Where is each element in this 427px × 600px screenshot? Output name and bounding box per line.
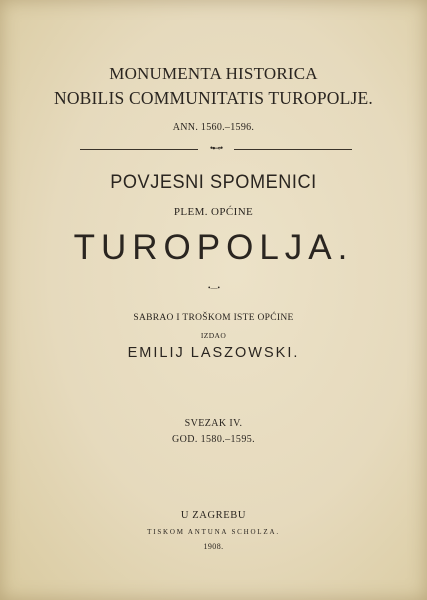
divider-left-rule xyxy=(80,149,198,150)
series-years: ANN. 1560.–1596. xyxy=(172,122,255,133)
compiled-by-note: SABRAO I TROŠKOM ISTE OPĆINE xyxy=(133,313,294,323)
imprint-printer: TISKOM ANTUNA SCHOLZA. xyxy=(147,528,280,536)
divider-ornament: •⊷• xyxy=(209,143,223,153)
small-ornament: •—• xyxy=(208,284,220,292)
imprint-year: 1908. xyxy=(203,542,224,551)
author-name: EMILIJ LASZOWSKI. xyxy=(127,345,300,361)
series-title-line1: MONUMENTA HISTORICA xyxy=(109,64,318,83)
volume-label: SVEZAK IV. xyxy=(184,418,243,429)
book-main-title: TUROPOLJA. xyxy=(73,228,354,267)
published-by-label: IZDAO xyxy=(200,331,227,340)
ornamental-divider xyxy=(80,145,352,155)
book-title-line2: PLEM. OPĆINE xyxy=(173,206,254,218)
series-title-line2: NOBILIS COMMUNITATIS TUROPOLJE. xyxy=(53,88,373,108)
divider-right-rule xyxy=(234,149,352,150)
imprint-place: U ZAGREBU xyxy=(180,510,247,521)
volume-years: GOD. 1580.–1595. xyxy=(171,434,256,445)
book-title-line1: POVJESNI SPOMENICI xyxy=(110,171,317,193)
